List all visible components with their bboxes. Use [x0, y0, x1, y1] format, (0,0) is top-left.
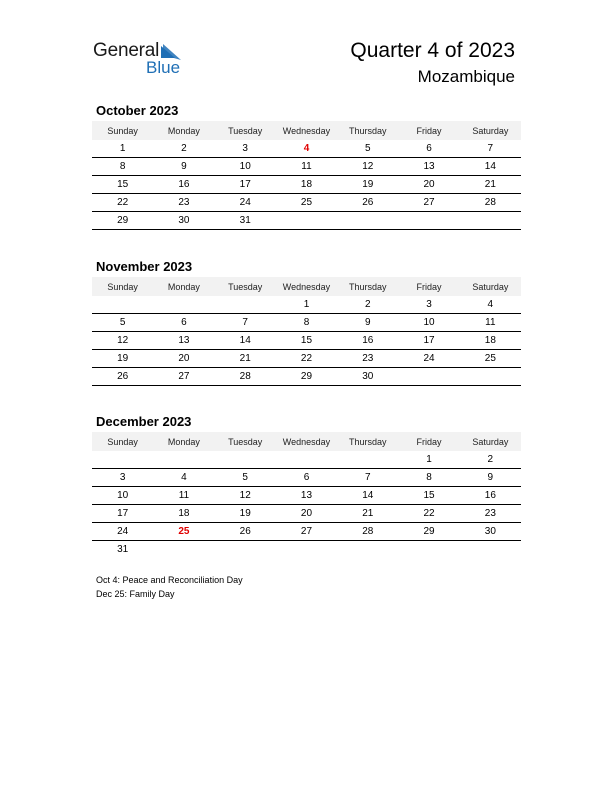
day-cell: 13 [423, 161, 435, 172]
day-cell: 7 [242, 317, 248, 328]
day-cell: 19 [117, 353, 129, 364]
day-cell: 24 [117, 526, 129, 537]
day-cell: 4 [487, 299, 494, 310]
weekday-header [92, 277, 521, 296]
day-cell: 27 [423, 197, 435, 208]
day-cell: 24 [423, 353, 435, 364]
day-cell: 1 [426, 454, 432, 465]
weekday-label: Monday [167, 281, 200, 292]
day-cell: 21 [362, 508, 374, 519]
day-cell: 20 [178, 353, 190, 364]
day-cell: 22 [300, 353, 313, 364]
country-name: Mozambique [417, 67, 515, 86]
weekday-header [92, 121, 521, 140]
brand-logo [93, 40, 193, 80]
month-october [92, 103, 521, 230]
day-cell: 29 [117, 215, 129, 226]
day-cell: 28 [239, 371, 251, 382]
day-cell: 14 [484, 161, 496, 172]
day-cell: 12 [117, 335, 129, 346]
day-cell: 26 [362, 197, 374, 208]
week-row [92, 505, 521, 523]
day-cell: 13 [300, 490, 313, 501]
weekday-label: Friday [416, 436, 442, 447]
day-cell: 29 [423, 526, 435, 537]
day-cell: 5 [364, 143, 371, 154]
day-cell: 27 [178, 371, 190, 382]
day-cell: 3 [119, 472, 126, 483]
day-cell: 8 [119, 161, 126, 172]
day-cell: 30 [362, 371, 374, 382]
weekday-label: Thursday [349, 125, 387, 136]
day-cell: 1 [303, 299, 310, 310]
week-row [92, 487, 521, 505]
weekday-label: Tuesday [228, 436, 263, 447]
day-cell: 10 [423, 317, 435, 328]
weekday-label: Sunday [107, 436, 138, 447]
day-cell: 14 [362, 490, 374, 501]
weekday-label: Wednesday [282, 436, 331, 447]
day-cell: 18 [484, 335, 496, 346]
day-cell: 16 [178, 179, 190, 190]
day-cell: 19 [362, 179, 374, 190]
day-cell: 7 [487, 143, 494, 154]
day-cell: 17 [423, 335, 435, 346]
day-cell: 28 [362, 526, 374, 537]
week-row [92, 176, 521, 194]
holiday-day-cell: 25 [178, 526, 190, 537]
day-cell: 28 [484, 197, 496, 208]
day-cell: 23 [484, 508, 496, 519]
day-cell: 18 [178, 508, 190, 519]
holiday-note: Oct 4: Peace and Reconciliation Day [96, 575, 243, 585]
day-cell: 29 [300, 371, 313, 382]
week-row [92, 157, 521, 176]
day-cell: 15 [117, 179, 129, 190]
week-row [92, 140, 521, 157]
day-cell: 5 [242, 472, 248, 483]
day-cell: 9 [364, 317, 371, 328]
month-title: November 2023 [96, 259, 193, 274]
weekday-label: Saturday [472, 281, 509, 292]
day-cell: 23 [362, 353, 374, 364]
day-cell: 6 [303, 472, 310, 483]
day-cell: 2 [487, 454, 494, 465]
weekday-label: Thursday [349, 281, 387, 292]
day-cell: 23 [178, 197, 190, 208]
day-cell: 6 [426, 143, 432, 154]
day-cell: 12 [239, 490, 251, 501]
week-row [92, 541, 521, 558]
month-title: December 2023 [96, 414, 192, 429]
week-row [92, 468, 521, 487]
day-cell: 15 [300, 335, 313, 346]
weekday-label: Saturday [472, 436, 509, 447]
day-cell: 24 [239, 197, 251, 208]
weekday-label: Friday [416, 125, 442, 136]
day-cell: 18 [300, 179, 313, 190]
day-cell: 11 [301, 161, 312, 172]
day-cell: 22 [423, 508, 435, 519]
weekday-label: Saturday [472, 125, 509, 136]
holiday-note: Dec 25: Family Day [96, 589, 175, 599]
holiday-day-cell: 4 [303, 143, 310, 154]
day-cell: 2 [364, 299, 371, 310]
day-cell: 31 [117, 544, 129, 555]
day-cell: 3 [426, 299, 432, 310]
day-cell: 6 [181, 317, 187, 328]
page-title: Quarter 4 of 2023 [350, 39, 515, 62]
weekday-label: Wednesday [282, 281, 331, 292]
day-cell: 30 [178, 215, 190, 226]
day-cell: 10 [239, 161, 251, 172]
weekday-label: Tuesday [228, 281, 263, 292]
day-cell: 7 [364, 472, 371, 483]
day-cell: 12 [362, 161, 374, 172]
weekday-label: Thursday [349, 436, 387, 447]
day-cell: 9 [181, 161, 187, 172]
week-row [92, 212, 521, 230]
weekday-label: Monday [167, 125, 200, 136]
day-cell: 2 [181, 143, 187, 154]
week-row [92, 451, 521, 468]
day-cell: 15 [423, 490, 435, 501]
week-row [92, 296, 521, 313]
day-cell: 11 [485, 317, 496, 328]
day-cell: 30 [484, 526, 496, 537]
weekday-label: Tuesday [228, 125, 263, 136]
day-cell: 22 [117, 197, 129, 208]
day-cell: 20 [423, 179, 435, 190]
weekday-label: Wednesday [282, 125, 331, 136]
day-cell: 5 [119, 317, 126, 328]
week-row [92, 313, 521, 332]
weekday-header [92, 432, 521, 451]
day-cell: 13 [178, 335, 190, 346]
day-cell: 8 [303, 317, 310, 328]
day-cell: 21 [484, 179, 496, 190]
day-cell: 3 [242, 143, 248, 154]
day-cell: 19 [239, 508, 251, 519]
week-row [92, 332, 521, 350]
logo-general-text: General [93, 40, 160, 61]
day-cell: 25 [484, 353, 496, 364]
week-row [92, 194, 521, 212]
day-cell: 27 [300, 526, 313, 537]
day-cell: 31 [239, 215, 251, 226]
weekday-label: Monday [167, 436, 200, 447]
day-cell: 14 [239, 335, 251, 346]
day-cell: 17 [117, 508, 129, 519]
logo-blue-text: Blue [146, 58, 181, 77]
day-cell: 16 [484, 490, 496, 501]
week-row [92, 523, 521, 541]
day-cell: 21 [239, 353, 251, 364]
weekday-label: Sunday [107, 125, 138, 136]
weekday-label: Sunday [107, 281, 138, 292]
week-row [92, 368, 521, 386]
day-cell: 26 [117, 371, 129, 382]
day-cell: 20 [300, 508, 313, 519]
month-december [92, 414, 521, 558]
month-november [92, 259, 521, 386]
day-cell: 26 [239, 526, 251, 537]
day-cell: 17 [239, 179, 251, 190]
day-cell: 25 [300, 197, 313, 208]
day-cell: 4 [181, 472, 187, 483]
weekday-label: Friday [416, 281, 442, 292]
month-title: October 2023 [96, 103, 179, 118]
day-cell: 10 [117, 490, 129, 501]
day-cell: 8 [426, 472, 432, 483]
week-row [92, 350, 521, 368]
day-cell: 11 [178, 490, 190, 501]
holiday-notes [96, 573, 243, 601]
day-cell: 1 [119, 143, 126, 154]
day-cell: 16 [362, 335, 374, 346]
day-cell: 9 [487, 472, 494, 483]
